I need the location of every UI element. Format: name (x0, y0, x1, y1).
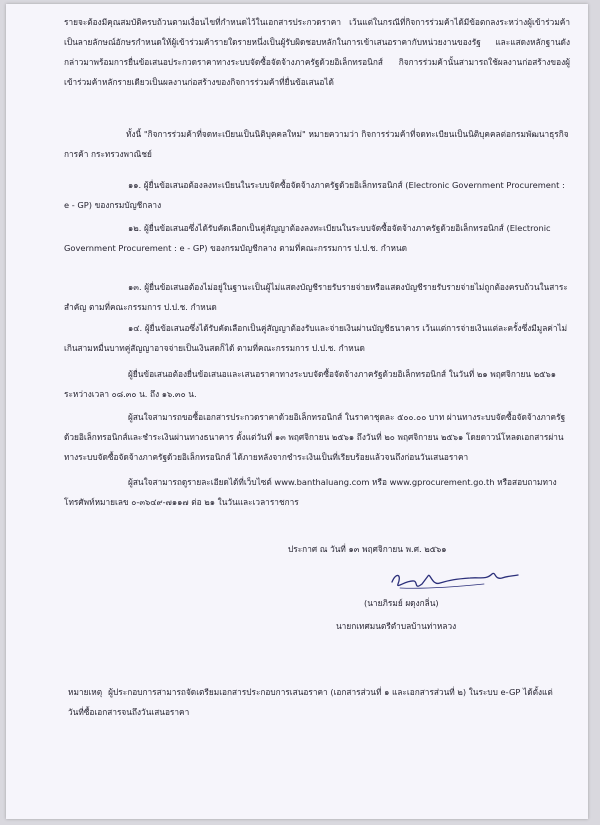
paragraph-submission-date: ผู้ยื่นข้อเสนอต้องยื่นข้อเสนอและเสนอราคาทางระบบจัดซื้อจัดจ้างภาครัฐด้วยอิเล็กทรอนิกส์ ในวันที่ ๒๑ พฤศจิกายน ๒๕๖๑ ระหว่างเวลา ๐๘.๓๐ น. ถึง ๑๖.๓๐ น. (64, 369, 556, 400)
signer-name: (นายภิรมย์ ผดุงกลิ่น) (364, 598, 439, 608)
signer-position: นายกเทศมนตรีตำบลบ้านท่าหลวง (336, 621, 457, 631)
remark-note (6, 682, 588, 722)
paragraph-document-purchase: ผู้สนใจสามารถขอซื้อเอกสารประกวดราคาด้วยอิเล็กทรอนิกส์ ในราคาชุดละ ๕๐๐.๐๐ บาท ผ่านทางระบบจัดซื้อจัดจ้างภาครัฐด้วยอิเล็กทรอนิกส์และชำระเงินผ่านทางธนาคาร ตั้งแต่วันที่ ๑๓ พฤศจิกายน ๒๕๖๑ ถึงวันที่ ๒๐ พฤศจิกายน ๒๕๖๑ โดยดาวน์โหลดเอกสารผ่านทางระบบจัดซื้อจัดจ้างภาครัฐด้วยอิเล็กทรอนิกส์ ได้ภายหลังจากชำระเงินเป็นที่เรียบร้อยแล้วจนถึงก่อนวันเสนอราคา (64, 412, 566, 463)
clause-12: ๑๒. ผู้ยื่นข้อเสนอซึ่งได้รับคัดเลือกเป็นคู่สัญญาต้องลงทะเบียนในระบบจัดซื้อจัดจ้างภาครัฐด้วยอิเล็กทรอนิกส์ (Electronic Government Procurement : e - GP) ของกรมบัญชีกลาง ตามที่คณะกรรมการ ป.ป.ช. กำหนด (64, 223, 551, 254)
remark-text: ผู้ประกอบการสามารถจัดเตรียมเอกสารประกอบการเสนอราคา (เอกสารส่วนที่ ๑ และเอกสารส่วนที่ ๒) ในระบบ e-GP ได้ตั้งแต่วันที่ซื้อเอกสารจนถึงวันเสนอราคา (68, 687, 553, 718)
clause-11: ๑๑. ผู้ยื่นข้อเสนอต้องลงทะเบียนในระบบจัดซื้อจัดจ้างภาครัฐด้วยอิเล็กทรอนิกส์ (Electronic Government Procurement : e - GP) ของกรมบัญชีกลาง (64, 180, 565, 211)
signature-icon (384, 562, 524, 596)
paragraph-joint-venture-continuation: รายจะต้องมีคุณสมบัติครบถ้วนตามเงื่อนไขที่กำหนดไว้ในเอกสารประกวดราคา เว้นแต่ในกรณีที่กิจการร่วมค้าได้มีข้อตกลงระหว่างผู้เข้าร่วมค้าเป็นลายลักษณ์อักษรกำหนดให้ผู้เข้าร่วมค้ารายใดรายหนึ่งเป็นผู้รับผิดชอบหลักในการเข้าเสนอราคากับหน่วยงานของรัฐ และแสดงหลักฐานดังกล่าวมาพร้อมการยื่นข้อเสนอประกวดราคาทางระบบจัดซื้อจัดจ้างภาครัฐด้วยอิเล็กทรอนิกส์ กิจการร่วมค้านั้นสามารถใช้ผลงานก่อสร้างของผู้เข้าร่วมค้าหลักรายเดียวเป็นผลงานก่อสร้างของกิจการร่วมค้าที่ยื่นข้อเสนอได้ (64, 17, 570, 87)
clause-14: ๑๔. ผู้ยื่นข้อเสนอซึ่งได้รับคัดเลือกเป็นคู่สัญญาต้องรับและจ่ายเงินผ่านบัญชีธนาคาร เว้นแต่การจ่ายเงินแต่ละครั้งซึ่งมีมูลค่าไม่เกินสามหมื่นบาทคู่สัญญาอาจจ่ายเป็นเงินสดก็ได้ ตามที่คณะกรรมการ ป.ป.ช. กำหนด (64, 323, 568, 354)
announcement-date: ประกาศ ณ วันที่ ๑๓ พฤศจิกายน พ.ศ. ๒๕๖๑ (288, 544, 447, 554)
remark-label: หมายเหตุ (68, 687, 103, 698)
paragraph-contact-info: ผู้สนใจสามารถดูรายละเอียดได้ที่เว็บไซต์ www.banthaluang.com หรือ www.gprocurement.go.th หรือสอบถามทางโทรศัพท์หมายเลข ๐-๓๖๔๙-๗๑๑๗ ต่อ ๒๑ ในวันและเวลาราชการ (64, 477, 557, 508)
clause-13: ๑๓. ผู้ยื่นข้อเสนอต้องไม่อยู่ในฐานะเป็นผู้ไม่แสดงบัญชีรายรับรายจ่ายหรือแสดงบัญชีรายรับรายจ่ายไม่ถูกต้องครบถ้วนในสาระสำคัญ ตามที่คณะกรรมการ ป.ป.ช. กำหนด (64, 282, 568, 313)
document-page (6, 4, 588, 819)
paragraph-new-entity-definition: ทั้งนี้ "กิจการร่วมค้าที่จดทะเบียนเป็นนิติบุคคลใหม่" หมายความว่า กิจการร่วมค้าที่จดทะเบียนเป็นนิติบุคคลต่อกรมพัฒนาธุรกิจการค้า กระทรวงพาณิชย์ (64, 129, 569, 159)
